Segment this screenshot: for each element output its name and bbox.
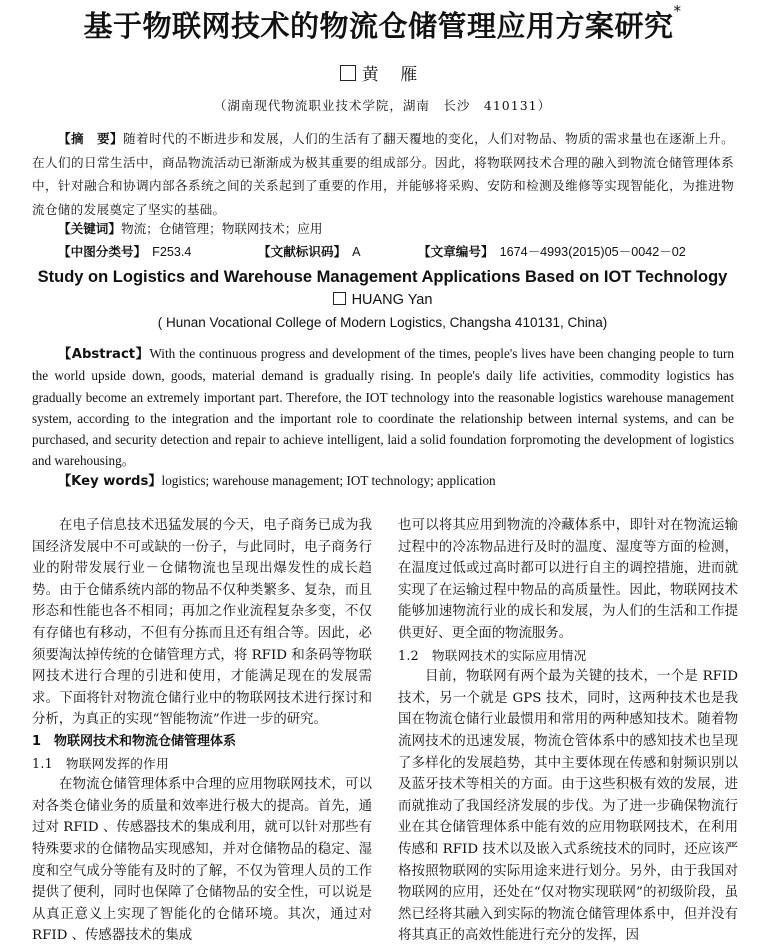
keywords-en-label: 【Key words】 [58, 474, 162, 489]
body-column-left [32, 515, 372, 947]
keywords-en [58, 470, 496, 489]
checkbox-square-icon [340, 65, 356, 81]
author-name: 黄 雁 [361, 65, 426, 85]
english-author-name: HUANG Yan [351, 292, 433, 308]
subsection-heading: 1.1 物联网发挥的作用 [32, 755, 169, 771]
keywords-cn [58, 218, 322, 237]
english-author-line [0, 292, 765, 308]
english-title: Study on Logistics and Warehouse Management Applications Based on IOT Technology [37, 268, 728, 286]
body-paragraph: 也可以将其应用到物流的冷藏体系中，即针对在物流运输过程中的冷冻物品进行及时的温度、湿度等方面的检测，在温度过低或过高时都可以进行自主的调控措施，进而就实现了在运输过程中物品的高质量性。因此，物联网技术能够加速物流行业的成长和发展，为人们的生活和工作提供更好、更全面的物流服务。 [398, 518, 738, 641]
checkbox-square-icon [333, 292, 346, 305]
body-paragraph: 目前，物联网有两个最为关键的技术，一个是 RFID 技术，另一个就是 GPS 技术，同时，这两种技术也是我国在物流仓储行业最惯用和常用的两种感知技术。随着物流网技术的迅速发展，物流仓管体系中的感知技术也呈现了多样化的发展趋势，其中主要体现在传感和射频识别以及蓝牙技术等相关的方面。由于这些积极有效的发展，进而就推动了我国经济发展的步伐。为了进一步确保物流行业在其仓储管理体系中能有效的应用物联网技术，在利用传感和 RFID 技术以及嵌入式系统技术的同时，还应该严格按照物联网的实际用途来进行划分。另外，由于我国对物联网的应用，还处在“仅对物实现联网”的初级阶段，虽然已经将其融入到实际的物流仓储管理体系中，但并没有将其真正的高效性能进行充分的发挥，因 [398, 669, 738, 944]
section-heading: 1 物联网技术和物流仓储管理体系 [32, 733, 237, 749]
subsection-heading: 1.2 物联网技术的实际应用情况 [398, 647, 587, 663]
body-paragraph: 在物流仓储管理体系中合理的应用物联网技术，可以对各类仓储业务的质量和效率进行极大的提高。首先，通过对 RFID 、传感器技术的集成利用，就可以针对那些有特殊要求的仓储物品实现感知，并对仓储物品的稳定、湿度和空气成分等能有及时的了解，不仅为管理人员的工作提供了便利，同时也保障了仓储物品的安全性，可以说是从真正意义上实现了智能化的仓储环境。其次，通过对 RFID 、传感器技术的集成 [32, 777, 372, 944]
keywords-cn-label: 【关键词】 [58, 221, 121, 236]
abstract-en [32, 343, 734, 472]
document-code: 【文献标识码】 A [258, 244, 361, 259]
body-paragraph: 在电子信息技术迅猛发展的今天，电子商务已成为我国经济发展中不可或缺的一份子，与此同时，电子商务行业的附带发展行业－仓储物流也呈现出爆发性的成长趋势。由于仓储系统内部的物品不仅种类繁多、复杂，而且形态和性能也各不相同；再加之作业流程复杂多变，不仅有存储也有移动，不但有分拣而且还有组合等。因此，必须要淘汰掉传统的仓储管理方式，将 RFID 和条码等物联网技术进行合理的引进和使用，才能满足现在的发展需求。下面将针对物流仓储行业中的物联网技术进行探讨和分析，为真正的实现“智能物流”作进一步的研究。 [32, 518, 372, 728]
article-number: 【文章编号】 1674－4993(2015)05－0042－02 [418, 244, 686, 259]
title-footnote-mark: * [673, 2, 682, 20]
abstract-en-label: 【Abstract】 [58, 347, 150, 362]
body-column-right [398, 515, 738, 947]
abstract-cn-label: 【摘 要】 [58, 131, 124, 146]
keywords-en-text: logistics; warehouse management; IOT technology; application [161, 473, 496, 488]
english-affiliation: ( Hunan Vocational College of Modern Logistics, Changsha 410131, China) [157, 315, 608, 330]
abstract-en-text: With the continuous progress and development of the times, people's lives have been changing people to turn the world upside down, goods, material demand is gradually rising. In people's daily life activities, commodity logistics has gradually become an extremely important part. Therefore, the IOT technology into the reasonable logistics warehouse management system, according to the integration and the important role to coordinate the relationship between internal systems, and can be purchased, and security detection and repair to achieve intelligent, laid a solid foundation forpromoting the development of logistics and warehousing。 [32, 346, 734, 469]
paper-title: 基于物联网技术的物流仓储管理应用方案研究* [83, 2, 682, 43]
abstract-cn [32, 127, 734, 221]
affiliation: （湖南现代物流职业技术学院，湖南 长沙 410131） [213, 98, 552, 113]
author-line [0, 60, 765, 85]
clc-number: 【中图分类号】 F253.4 [58, 244, 192, 259]
abstract-cn-text: 随着时代的不断进步和发展，人们的生活有了翻天覆地的变化，人们对物品、物质的需求量也在逐渐上升。在人们的日常生活中，商品物流活动已渐渐成为极其重要的组成部分。因此，将物联网技术合理的融入到物流仓储管理体系中，针对融合和协调内部各系统之间的关系起到了重要的作用，并能够将采购、安防和检测及维修等实现智能化，为推进物流仓储的发展奠定了坚实的基础。 [32, 131, 734, 217]
keywords-cn-text: 物流；仓储管理；物联网技术；应用 [120, 221, 323, 236]
